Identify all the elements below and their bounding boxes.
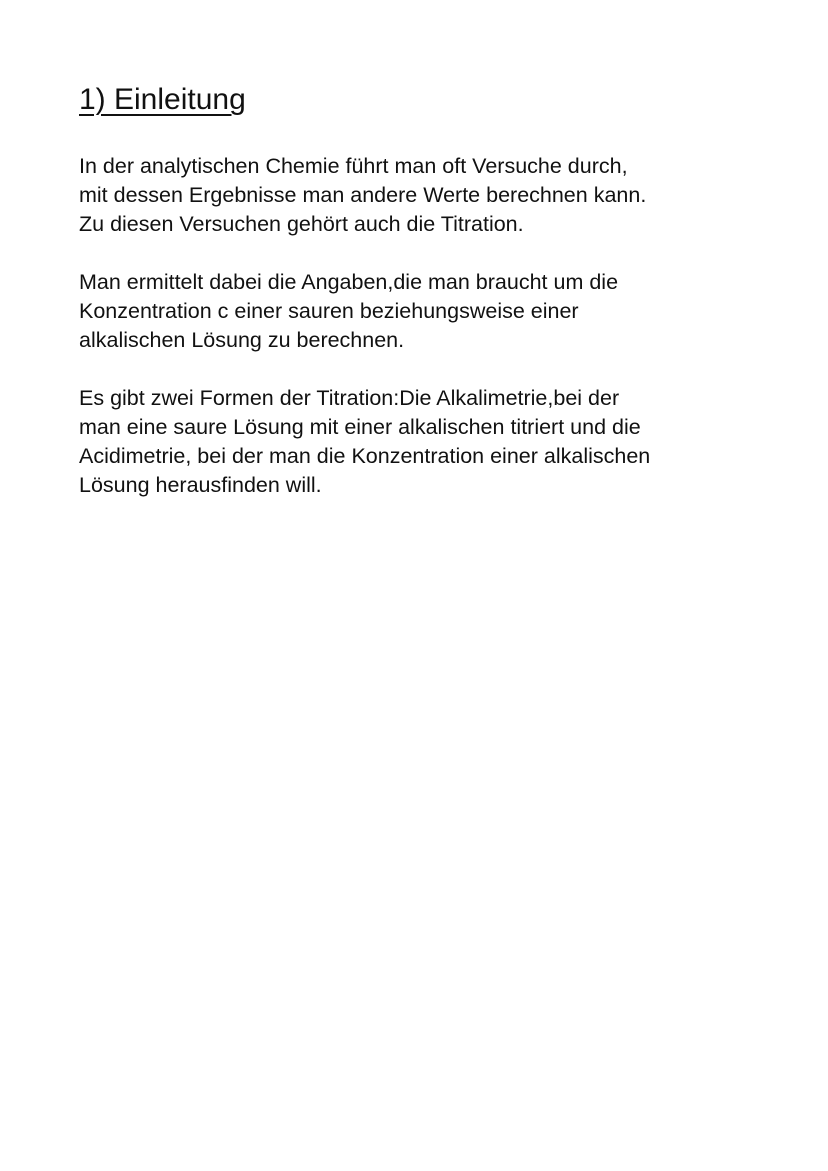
paragraph-line: Man ermittelt dabei die Angaben,die man braucht um die <box>79 270 619 294</box>
paragraph-line: Acidimetrie, bei der man die Konzentration einer alkalischen <box>79 444 651 468</box>
paragraph-line: alkalischen Lösung zu berechnen. <box>79 328 405 352</box>
paragraph-line: Zu diesen Versuchen gehört auch die Titration. <box>79 212 524 236</box>
paragraph-titration-forms <box>79 384 650 500</box>
paragraph-line: man eine saure Lösung mit einer alkalischen titriert und die <box>79 415 641 439</box>
paragraph-line: Konzentration c einer sauren beziehungsweise einer <box>79 299 579 323</box>
paragraph-introduction <box>79 152 646 239</box>
paragraph-line: mit dessen Ergebnisse man andere Werte berechnen kann. <box>79 183 647 207</box>
section-heading: 1) Einleitung <box>79 83 246 116</box>
paragraph-concentration <box>79 268 618 355</box>
paragraph-line: In der analytischen Chemie führt man oft Versuche durch, <box>79 154 628 178</box>
paragraph-line: Es gibt zwei Formen der Titration:Die Alkalimetrie,bei der <box>79 386 620 410</box>
paragraph-line: Lösung herausfinden will. <box>79 473 322 497</box>
